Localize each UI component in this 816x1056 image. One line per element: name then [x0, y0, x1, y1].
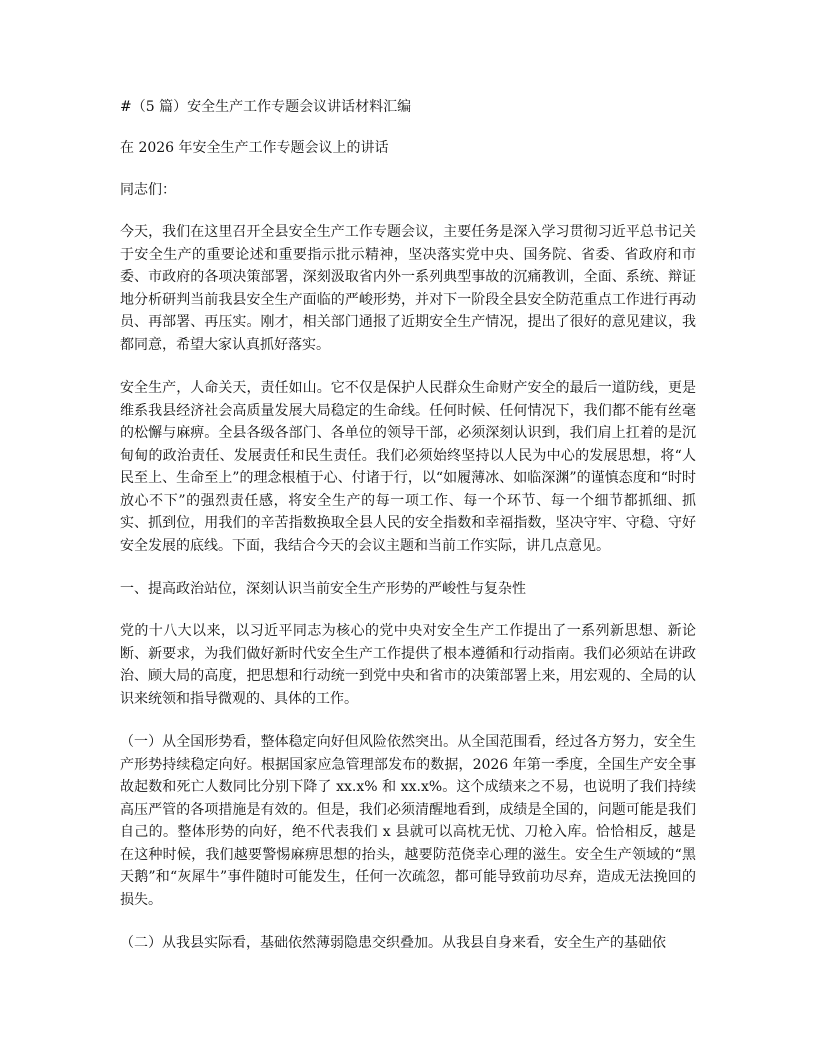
section-1-title: 一、提高政治站位，深刻认识当前安全生产形势的严峻性与复杂性: [120, 581, 526, 597]
paragraph-safety-importance: 安全生产，人命关天，责任如山。它不仅是保护人民群众生命财产安全的最后一道防线，更是维系我县经济社会高质量发展大局稳定的生命线。任何时候、任何情况下，我们都不能有丝毫的松懈与麻痹。全县各级各部门、各单位的领导干部，必须深刻认识到，我们肩上扛着的是沉甸甸的政治责任、发展责任和民生责任。我们必须始终坚持以人民为中心的发展思想，将“人民至上、生命至上”的理念根植于心、付诸于行，以“如履薄冰、如临深渊”的谨慎态度和“时时放心不下”的强烈责任感，将安全生产的每一项工作、每一个环节、每一个细节都抓细、抓实、抓到位，用我们的辛苦指数换取全县人民的安全指数和幸福指数，坚决守牢、守稳、守好安全发展的底线。下面，我结合今天的会议主题和当前工作实际，讲几点意见。: [120, 380, 696, 554]
paragraph-county-situation: （二）从我县实际看，基础依然薄弱隐患交织叠加。从我县自身来看，安全生产的基础依: [120, 935, 666, 951]
paragraph-section-1-intro: 党的十八大以来，以习近平同志为核心的党中央对安全生产工作提出了一系列新思想、新论断、新要求，为我们做好新时代安全生产工作提供了根本遵循和行动指南。我们必须站在讲政治、顾大局的高度，把思想和行动统一到党中央和省市的决策部署上来，用宏观的、全局的认识来统领和指导微观的、具体的工作。: [120, 623, 696, 707]
speech-title: 在 2026 年安全生产工作专题会议上的讲话: [120, 140, 389, 156]
document-heading: #（5 篇）安全生产工作专题会议讲话材料汇编: [120, 99, 412, 115]
paragraph-opening: 今天，我们在这里召开全县安全生产工作专题会议，主要任务是深入学习贯彻习近平总书记关于安全生产的重要论述和重要指示批示精神，坚决落实党中央、国务院、省委、省政府和市委、市政府的各项决策部署，深刻汲取省内外一系列典型事故的沉痛教训，全面、系统、辩证地分析研判当前我县安全生产面临的严峻形势，并对下一阶段全县安全防范重点工作进行再动员、再部署、再压实。刚才，相关部门通报了近期安全生产情况，提出了很好的意见建议，我都同意，希望大家认真抓好落实。: [120, 224, 696, 353]
salutation: 同志们：: [120, 182, 176, 198]
paragraph-national-situation: （一）从全国形势看，整体稳定向好但风险依然突出。从全国范围看，经过各方努力，安全生产形势持续稳定向好。根据国家应急管理部发布的数据，2026 年第一季度，全国生产安全事故起数和死亡人数同比分别下降了 xx.x% 和 xx.x%。这个成绩来之不易，也说明了我们持续高压严管的各项措施是有效的。但是，我们必须清醒地看到，成绩是全国的，问题可能是我们自己的。整体形势的向好，绝不代表我们 x 县就可以高枕无忧、刀枪入库。恰恰相反，越是在这种时候，我们越要警惕麻痹思想的抬头，越要防范侥幸心理的滋生。安全生产领域的“黑天鹅”和“灰犀牛”事件随时可能发生，任何一次疏忽，都可能导致前功尽弃，造成无法挽回的损失。: [120, 734, 696, 908]
document-page: [120, 96, 696, 955]
